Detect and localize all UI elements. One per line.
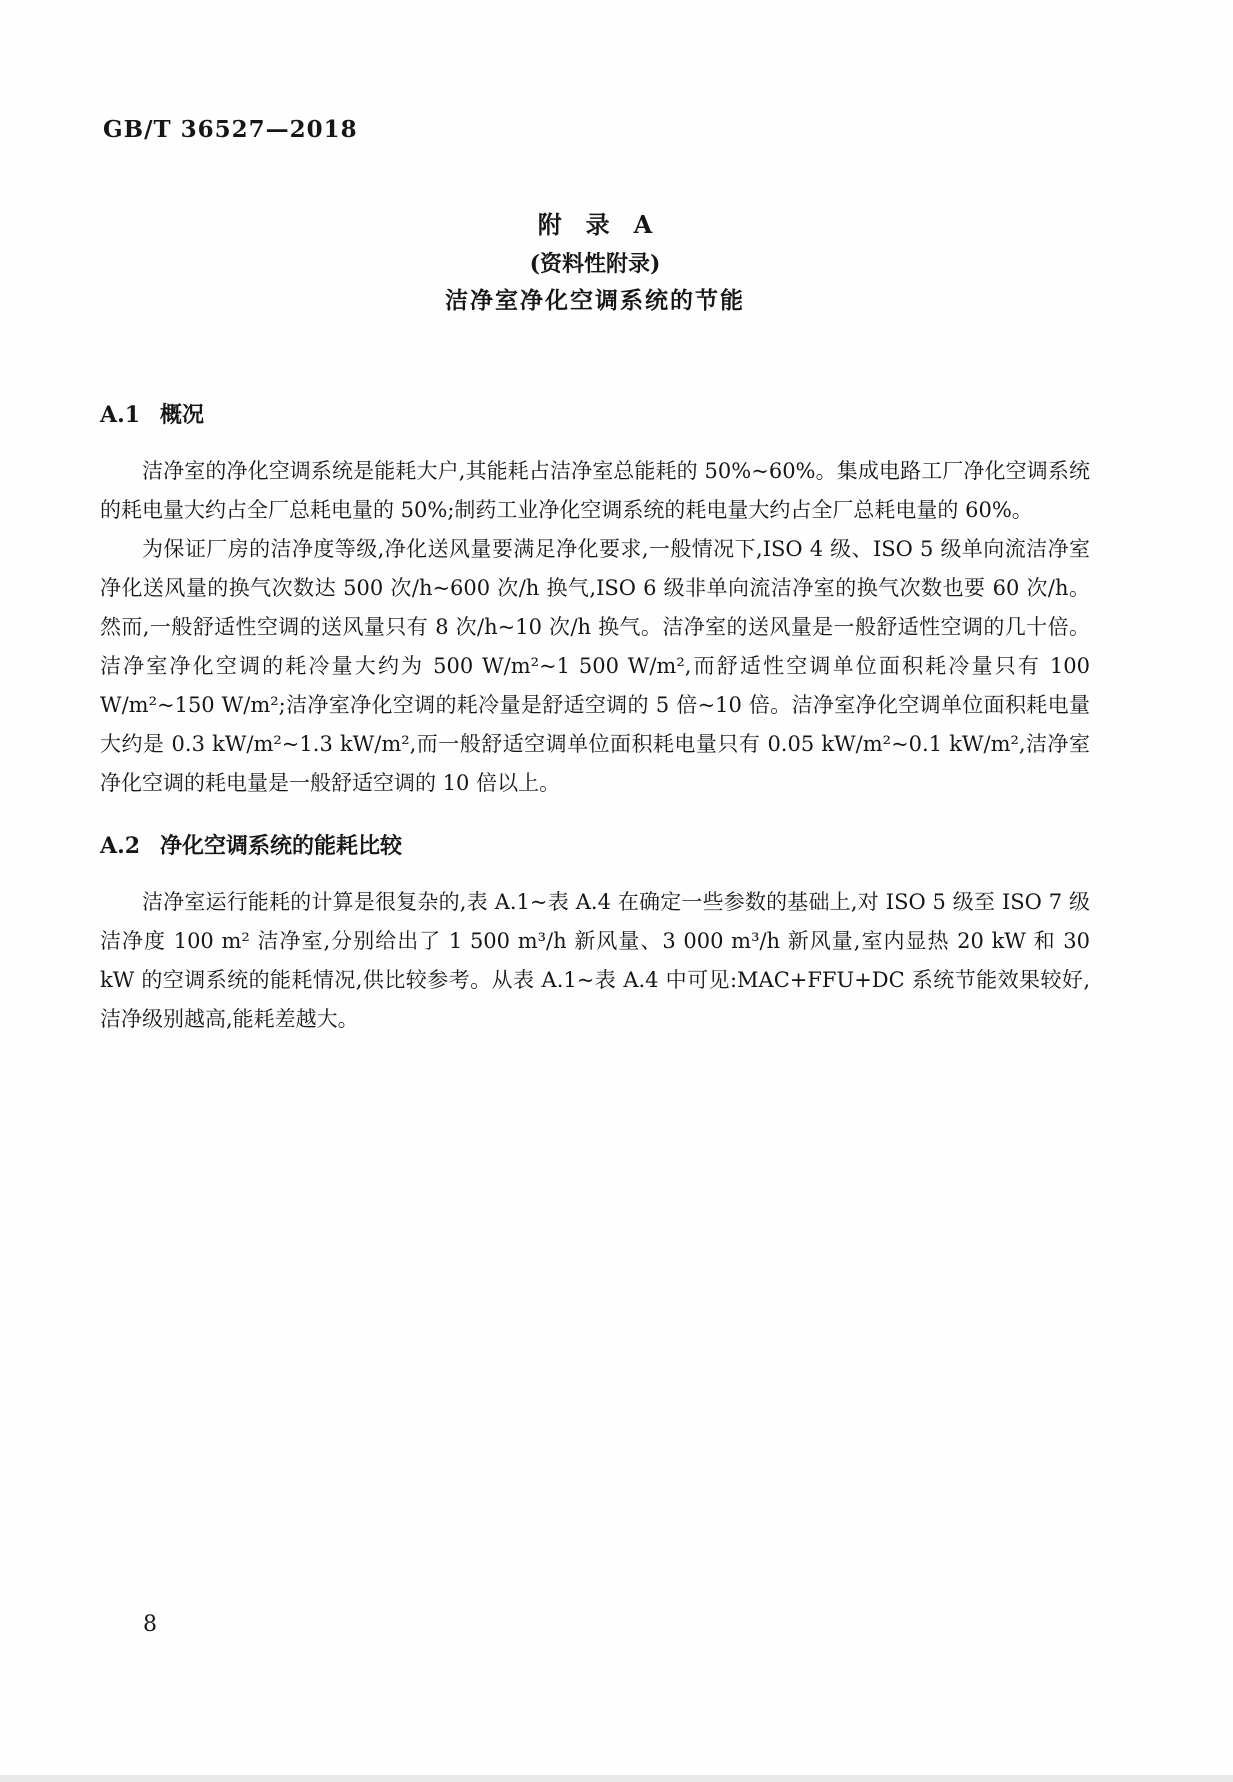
appendix-subtitle: (资料性附录) [529,251,661,277]
appendix-title: 附 录 A [537,210,653,239]
paragraph: 洁净室的净化空调系统是能耗大户,其能耗占洁净室总能耗的 50%~60%。集成电路工厂净化空调系统的耗电量大约占全厂总耗电量的 50%;制药工业净化空调系统的耗电量大约占全厂总耗电量的 60%。 [100,459,1090,522]
section-number: A.2 [100,833,141,859]
paragraph: 为保证厂房的洁净度等级,净化送风量要满足净化要求,一般情况下,ISO 4 级、ISO 5 级单向流洁净室净化送风量的换气次数达 500 次/h~600 次/h 换气,ISO 6 级非单向流洁净室的换气次数也要 60 次/h。然而,一般舒适性空调的送风量只有 8 次/h~10 次/h 换气。洁净室的送风量是一般舒适性空调的几十倍。洁净室净化空调的耗冷量大约为 500 W/m²~1 500 W/m²,而舒适性空调单位面积耗冷量只有 100 W/m²~150 W/m²;洁净室净化空调的耗冷量是舒适空调的 5 倍~10 倍。洁净室净化空调单位面积耗电量大约是 0.3 kW/m²~1.3 kW/m²,而一般舒适空调单位面积耗电量只有 0.05 kW/m²~0.1 kW/m²,洁净室净化空调的耗电量是一般舒适空调的 10 倍以上。 [100,537,1090,795]
section-heading-a2 [100,831,1090,861]
section-number: A.1 [100,402,141,428]
page-number: 8 [143,1612,157,1637]
section-heading-a1 [100,400,1090,430]
appendix-topic-title: 洁净室净化空调系统的节能 [445,287,745,314]
appendix-title-block [100,210,1090,316]
scan-bottom-edge [0,1775,1233,1782]
standard-number: GB/T 36527—2018 [103,116,358,143]
section-title: 概况 [160,402,205,428]
paragraph: 洁净室运行能耗的计算是很复杂的,表 A.1~表 A.4 在确定一些参数的基础上,对 ISO 5 级至 ISO 7 级洁净度 100 m² 洁净室,分别给出了 1 500 m³/h 新风量、3 000 m³/h 新风量,室内显热 20 kW 和 30 kW 的空调系统的能耗情况,供比较参考。从表 A.1~表 A.4 中可见:MAC+FFU+DC 系统节能效果较好,洁净级别越高,能耗差越大。 [100,890,1090,1031]
document-body [100,400,1090,1039]
section-title: 净化空调系统的能耗比较 [160,833,403,859]
